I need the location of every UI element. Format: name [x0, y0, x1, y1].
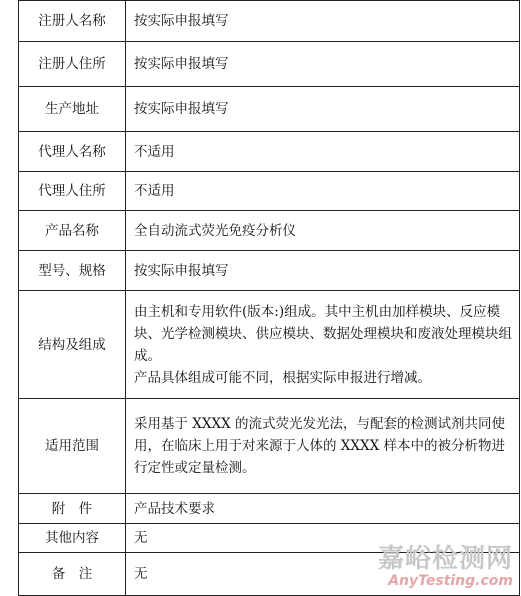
value-text: 无	[134, 566, 148, 582]
row-value	[126, 251, 520, 291]
table-row	[19, 42, 520, 87]
row-value	[126, 172, 520, 211]
value-text: 按实际申报填写	[134, 56, 229, 72]
row-label: 注册人名称	[19, 1, 126, 42]
value-text: 全自动流式荧光免疫分析仪	[134, 222, 296, 239]
value-text: 按实际申报填写	[134, 13, 229, 29]
row-label: 代理人住所	[19, 172, 126, 211]
table-row	[19, 494, 520, 524]
row-label: 产品名称	[19, 211, 126, 251]
watermark	[378, 538, 513, 589]
row-value	[126, 87, 520, 132]
row-label: 型号、规格	[19, 251, 126, 291]
row-label: 适用范围	[19, 399, 126, 494]
table-row	[19, 251, 520, 291]
table-row	[19, 1, 520, 42]
row-value	[126, 42, 520, 87]
value-text: 不适用	[134, 143, 175, 160]
row-label: 备 注	[19, 553, 126, 596]
row-label: 其他内容	[19, 524, 126, 553]
table-row	[19, 211, 520, 251]
row-label: 生产地址	[19, 87, 126, 132]
value-text: 不适用	[134, 183, 175, 199]
table-row	[19, 399, 520, 494]
value-text: 采用基于 XXXX 的流式荧光发光法，与配套的检测试剂共同使用，在临床上用于对来源于人体的 XXXX 样本中的被分析物进行定性或定量检测。	[134, 416, 506, 476]
row-label: 代理人名称	[19, 132, 126, 172]
value-text: 按实际申报填写	[134, 101, 229, 117]
table-row	[19, 132, 520, 172]
table-row	[19, 291, 520, 399]
row-label: 注册人住所	[19, 42, 126, 87]
row-value	[126, 132, 520, 172]
table-row	[19, 87, 520, 132]
row-value	[126, 494, 520, 524]
row-label: 附 件	[19, 494, 126, 524]
registration-info-table	[18, 0, 520, 596]
row-label: 结构及组成	[19, 291, 126, 399]
value-text: 无	[134, 530, 148, 546]
value-text: 由主机和专用软件(版本:)组成。其中主机由加样模块、反应模块、光学检测模块、供应模块、数据处理模块和废液处理模块组成。	[134, 303, 512, 364]
value-text: 按实际申报填写	[134, 262, 229, 279]
value-text: 产品具体组成可能不同，根据实际申报进行增减。	[134, 369, 431, 386]
table-row	[19, 172, 520, 211]
row-value	[126, 1, 520, 42]
row-value	[126, 291, 520, 399]
watermark-url: AnyTesting.com	[388, 573, 513, 589]
value-text: 产品技术要求	[134, 500, 215, 517]
row-value	[126, 399, 520, 494]
watermark-name: 嘉峪检测网	[377, 544, 513, 574]
row-value	[126, 211, 520, 251]
